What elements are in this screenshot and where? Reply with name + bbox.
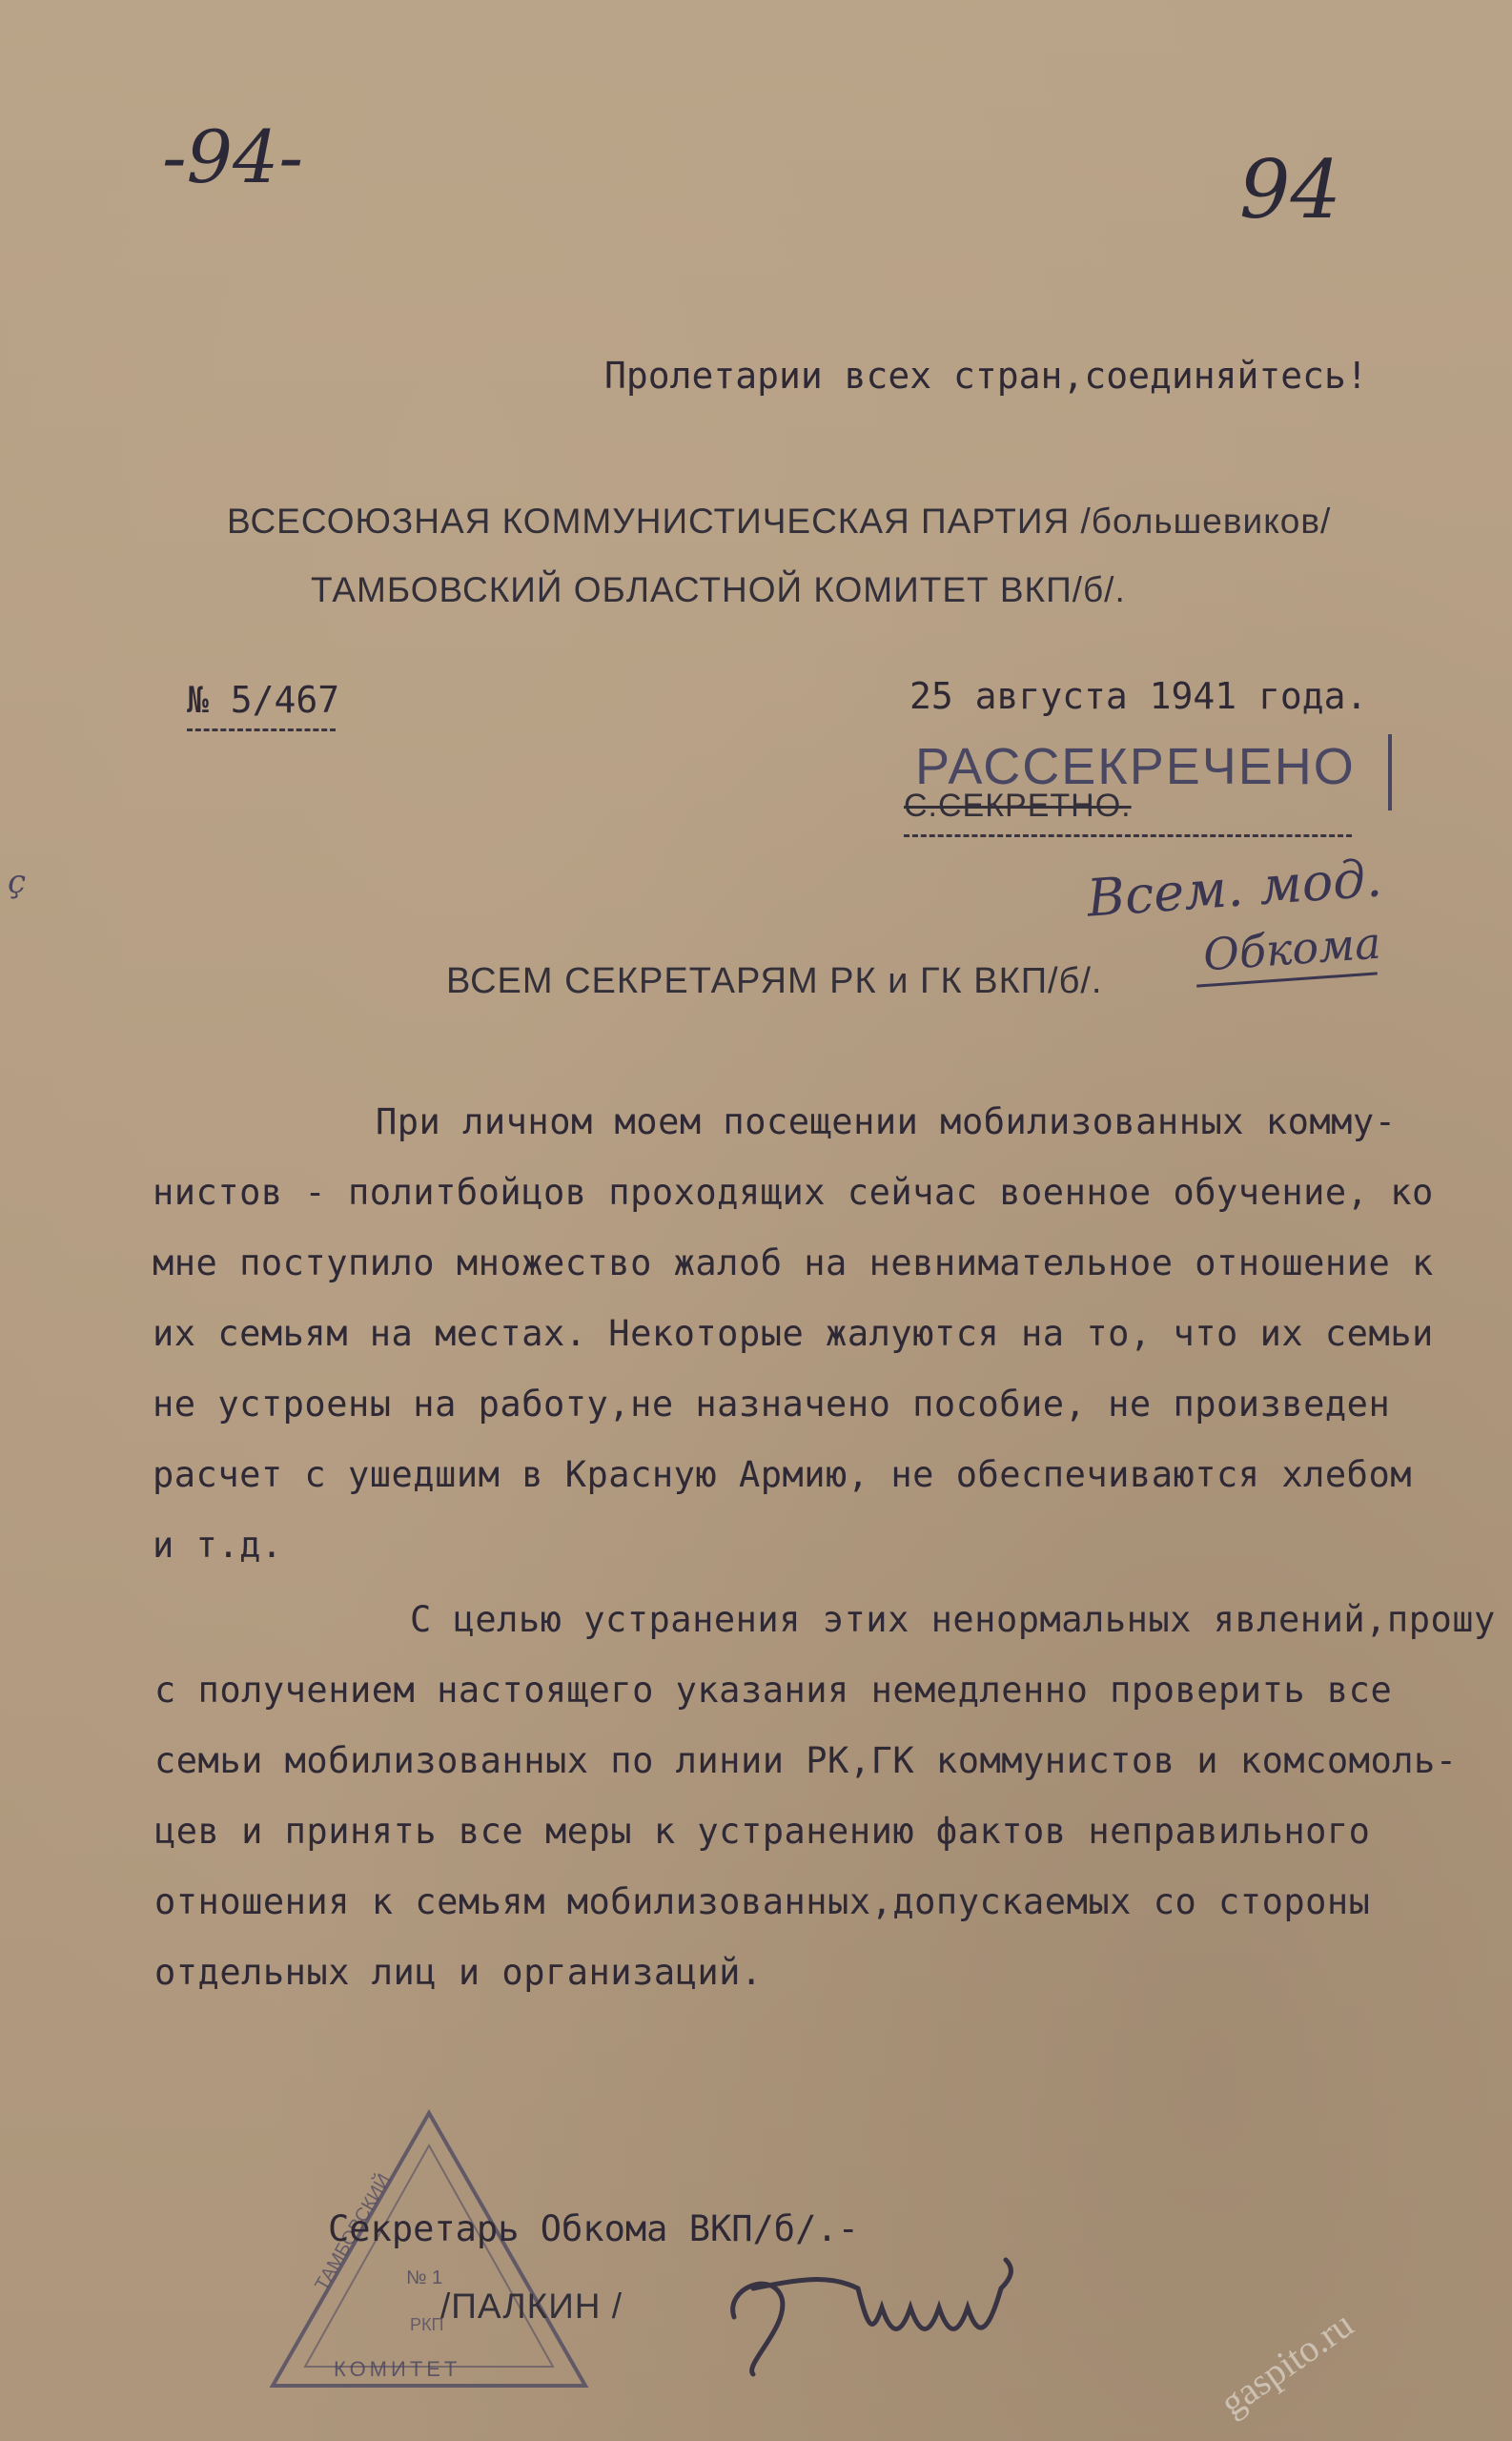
slogan: Пролетарии всех стран,соединяйтесь! bbox=[604, 355, 1368, 397]
body-line: их семьям на местах. Некоторые жалуются на то, что их семьи bbox=[153, 1313, 1434, 1354]
body-line: расчет с ушедшим в Красную Армию, не обеспечиваются хлебом bbox=[153, 1454, 1413, 1495]
declassified-stamp-bar bbox=[1388, 734, 1392, 810]
handwritten-note-2: Обкома bbox=[1201, 916, 1383, 981]
body-line: С целью устранения этих ненормальных явлений,прошу bbox=[410, 1599, 1496, 1640]
body-line: нистов - политбойцов проходящих сейчас военное обучение, ко bbox=[153, 1172, 1434, 1213]
body-line: семьи мобилизованных по линии РК,ГК коммунистов и комсомоль- bbox=[154, 1740, 1458, 1781]
body-paragraph-1 bbox=[153, 1087, 1434, 1581]
party-name: ВСЕСОЮЗНАЯ КОММУНИСТИЧЕСКАЯ ПАРТИЯ /большевиков/ bbox=[227, 502, 1332, 541]
seal-text-number: № 1 bbox=[406, 2267, 443, 2288]
document-number-underline bbox=[187, 728, 336, 731]
signatory-title: Секретарь Обкома ВКП/б/.- bbox=[328, 2208, 859, 2249]
body-line: отдельных лиц и организаций. bbox=[154, 1952, 763, 1993]
archive-number-right: 94 bbox=[1239, 143, 1341, 236]
seal-text-bottom: КОМИТЕТ bbox=[334, 2357, 461, 2381]
document-number bbox=[187, 679, 339, 731]
seal-text-mid: РКП bbox=[410, 2315, 444, 2334]
margin-mark: ç bbox=[8, 863, 27, 901]
body-line: При личном моем посещении мобилизованных комму- bbox=[376, 1101, 1397, 1142]
signatory-name: /ПАЛКИН / bbox=[440, 2287, 623, 2326]
secrecy-underline bbox=[904, 834, 1352, 837]
body-line: отношения к семьям мобилизованных,допускаемых со стороны bbox=[154, 1881, 1371, 1922]
handwritten-note-1: Всем. мод. bbox=[1085, 848, 1384, 929]
archive-number-left: -94- bbox=[162, 114, 304, 199]
body-line: с получением настоящего указания немедленно проверить все bbox=[154, 1670, 1393, 1711]
triangular-seal bbox=[267, 2107, 591, 2393]
document-number-text: № 5/467 bbox=[187, 679, 340, 721]
handwritten-signature bbox=[715, 2231, 1030, 2393]
secrecy-text: С.СЕКРЕТНО. bbox=[904, 788, 1132, 824]
body-line: цев и принять все меры к устранению фактов неправильного bbox=[154, 1811, 1371, 1852]
addressee: ВСЕМ СЕКРЕТАРЯМ РК и ГК ВКП/б/. bbox=[446, 961, 1103, 1001]
document-date: 25 августа 1941 года. bbox=[909, 675, 1368, 717]
secrecy-classification bbox=[904, 788, 1142, 837]
body-paragraph-2 bbox=[154, 1585, 1496, 2008]
body-line: не устроены на работу,не назначено пособие, не произведен bbox=[153, 1384, 1391, 1425]
watermark: gaspito.ru bbox=[1212, 2302, 1361, 2425]
triangular-seal-graphic bbox=[267, 2107, 591, 2393]
committee-name: ТАМБОВСКИЙ ОБЛАСТНОЙ КОМИТЕТ ВКП/б/. bbox=[311, 570, 1126, 609]
declassified-stamp-text: РАССЕКРЕЧЕНО bbox=[915, 738, 1356, 795]
seal-text-top: ТАМБОВСКИЙ bbox=[311, 2170, 396, 2295]
body-line: мне поступило множество жалоб на невнимательное отношение к bbox=[153, 1242, 1434, 1283]
body-line: и т.д. bbox=[153, 1525, 283, 1566]
